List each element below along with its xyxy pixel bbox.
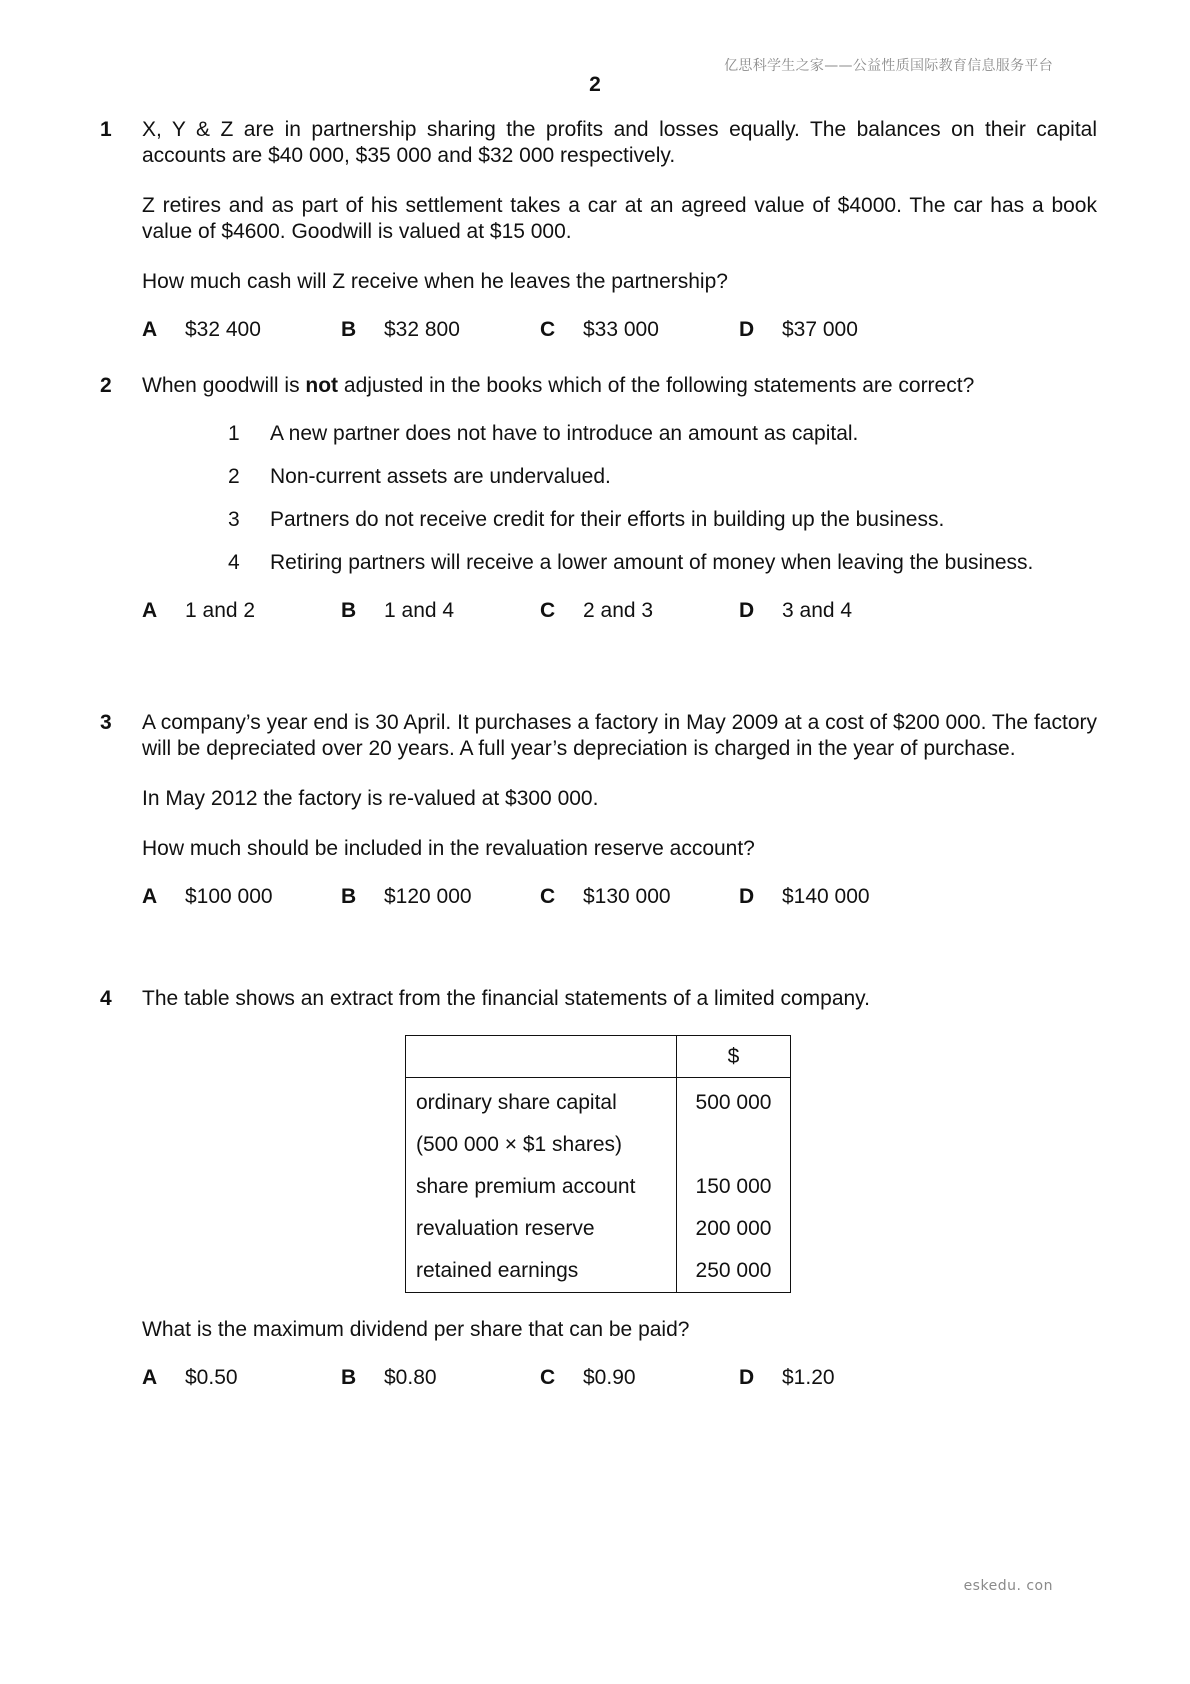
statement-text: Non-current assets are undervalued. <box>270 465 611 488</box>
question-text: When goodwill is not adjusted in the books which of the following statements are correct? <box>142 374 975 397</box>
row-label: ordinary share capital <box>406 1078 677 1125</box>
option-b[interactable] <box>341 598 540 624</box>
option-letter: A <box>142 1366 158 1389</box>
option-text: $140 000 <box>782 885 870 908</box>
statement-text: Retiring partners will receive a lower amount of money when leaving the business. <box>270 551 1034 574</box>
question-3 <box>100 710 1097 910</box>
option-letter: B <box>341 1366 357 1389</box>
statement-number: 3 <box>228 508 240 531</box>
answer-options <box>142 598 1097 624</box>
question-number: 3 <box>100 711 112 734</box>
option-text: 1 and 4 <box>384 599 455 622</box>
option-text: $0.80 <box>384 1366 437 1389</box>
option-text: 2 and 3 <box>583 599 654 622</box>
option-letter: D <box>739 885 755 908</box>
option-d[interactable] <box>739 1365 938 1391</box>
option-a[interactable] <box>142 884 341 910</box>
emphasis-not: not <box>305 374 339 397</box>
option-text: 1 and 2 <box>185 599 256 622</box>
option-text: $0.50 <box>185 1366 238 1389</box>
option-text: 3 and 4 <box>782 599 853 622</box>
option-letter: C <box>540 1366 556 1389</box>
question-text: The table shows an extract from the financial statements of a limited company. <box>142 987 870 1010</box>
statement-item <box>228 507 1097 550</box>
question-2 <box>100 373 1097 624</box>
table-row <box>406 1208 791 1250</box>
statement-number: 1 <box>228 422 240 445</box>
option-letter: C <box>540 885 556 908</box>
question-prompt: How much cash will Z receive when he leaves the partnership? <box>142 270 728 293</box>
question-text: X, Y & Z are in partnership sharing the profits and losses equally. The balances on their capital accounts are $40 000, $35 000 and $32 000 respectively. <box>142 118 1097 167</box>
option-b[interactable] <box>341 317 540 343</box>
table-row <box>406 1124 791 1166</box>
option-letter: C <box>540 318 556 341</box>
row-label: retained earnings <box>406 1250 677 1293</box>
table-header-row <box>406 1036 791 1078</box>
option-letter: A <box>142 318 158 341</box>
option-text: $1.20 <box>782 1366 835 1389</box>
option-a[interactable] <box>142 598 341 624</box>
statement-item <box>228 464 1097 507</box>
question-prompt: What is the maximum dividend per share that can be paid? <box>142 1318 690 1341</box>
financial-extract-table <box>405 1035 791 1293</box>
option-text: $0.90 <box>583 1366 636 1389</box>
row-label: revaluation reserve <box>406 1208 677 1250</box>
option-letter: D <box>739 1366 755 1389</box>
question-prompt: How much should be included in the revaluation reserve account? <box>142 837 755 860</box>
statement-item <box>228 550 1097 576</box>
option-b[interactable] <box>341 1365 540 1391</box>
option-text: $32 400 <box>185 318 261 341</box>
statement-list <box>228 421 1097 576</box>
table-row <box>406 1166 791 1208</box>
statement-text: A new partner does not have to introduce an amount as capital. <box>270 422 859 445</box>
question-text: In May 2012 the factory is re-valued at $300 000. <box>142 787 599 810</box>
table-header-amount: $ <box>677 1036 791 1078</box>
row-amount: 150 000 <box>677 1166 791 1208</box>
table-row <box>406 1250 791 1293</box>
footer-watermark: eskedu. con <box>963 1578 1053 1594</box>
table-row <box>406 1078 791 1125</box>
option-c[interactable] <box>540 317 739 343</box>
option-d[interactable] <box>739 598 938 624</box>
row-amount: 200 000 <box>677 1208 791 1250</box>
option-letter: D <box>739 599 755 622</box>
answer-options <box>142 884 1097 910</box>
answer-options <box>142 1365 1097 1391</box>
option-a[interactable] <box>142 1365 341 1391</box>
option-text: $33 000 <box>583 318 659 341</box>
question-number: 4 <box>100 987 112 1010</box>
question-4 <box>100 986 1097 1391</box>
question-number: 1 <box>100 118 112 141</box>
option-text: $32 800 <box>384 318 460 341</box>
option-d[interactable] <box>739 317 938 343</box>
option-c[interactable] <box>540 598 739 624</box>
row-amount <box>677 1124 791 1166</box>
option-letter: D <box>739 318 755 341</box>
option-c[interactable] <box>540 1365 739 1391</box>
option-letter: C <box>540 599 556 622</box>
option-letter: B <box>341 885 357 908</box>
option-text: $130 000 <box>583 885 671 908</box>
option-text: $100 000 <box>185 885 273 908</box>
question-number: 2 <box>100 374 112 397</box>
header-watermark: 亿思科学生之家——公益性质国际教育信息服务平台 <box>724 58 1053 74</box>
option-letter: A <box>142 885 158 908</box>
question-text: A company’s year end is 30 April. It purchases a factory in May 2009 at a cost of $200 000. The factory will be depreciated over 20 years. A full year’s depreciation is charged in the year of purchase. <box>142 711 1097 760</box>
option-letter: B <box>341 599 357 622</box>
statement-number: 2 <box>228 465 240 488</box>
table-header-blank <box>406 1036 677 1078</box>
question-text: Z retires and as part of his settlement takes a car at an agreed value of $4000. The car has a book value of $4600. Goodwill is valued at $15 000. <box>142 194 1097 243</box>
row-label: (500 000 × $1 shares) <box>406 1124 677 1166</box>
statement-item <box>228 421 1097 464</box>
row-label: share premium account <box>406 1166 677 1208</box>
statement-number: 4 <box>228 551 240 574</box>
statement-text: Partners do not receive credit for their efforts in building up the business. <box>270 508 945 531</box>
row-amount: 250 000 <box>677 1250 791 1293</box>
answer-options <box>142 317 1097 343</box>
page-number: 2 <box>589 73 601 96</box>
option-text: $37 000 <box>782 318 858 341</box>
option-a[interactable] <box>142 317 341 343</box>
option-letter: B <box>341 318 357 341</box>
option-d[interactable] <box>739 884 938 910</box>
row-amount: 500 000 <box>677 1078 791 1125</box>
question-1 <box>100 117 1097 343</box>
option-letter: A <box>142 599 158 622</box>
option-c[interactable] <box>540 884 739 910</box>
option-text: $120 000 <box>384 885 472 908</box>
option-b[interactable] <box>341 884 540 910</box>
